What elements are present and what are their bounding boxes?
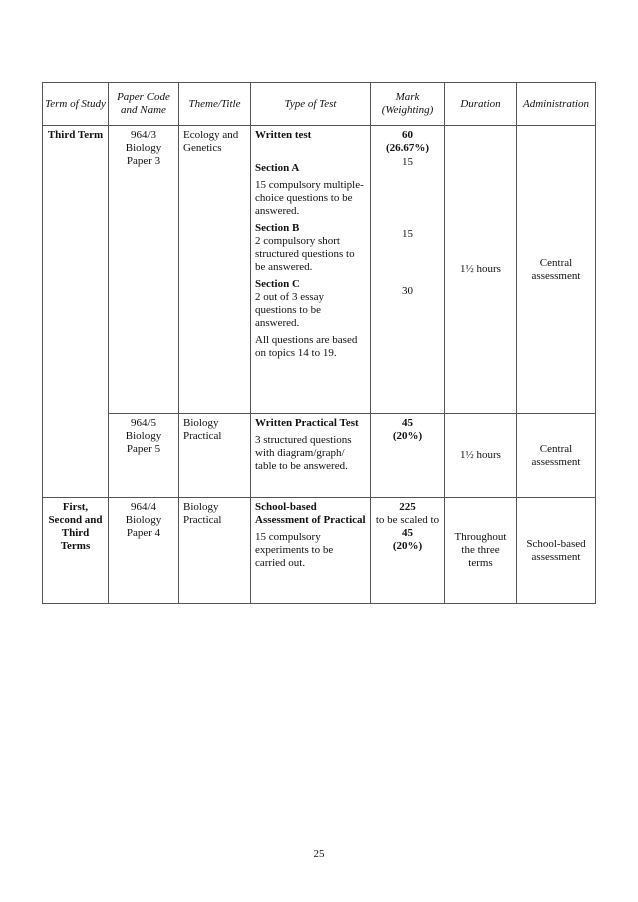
section-c-text: 2 out of 3 essay questions to be answered. bbox=[255, 291, 325, 329]
paper-cell-paper3 bbox=[109, 126, 179, 414]
paper-name: Paper 3 bbox=[126, 155, 161, 167]
assessment-table bbox=[42, 82, 596, 604]
paper-cell-paper5 bbox=[109, 414, 179, 498]
term-third: Third Term bbox=[47, 129, 104, 141]
administration-value: Central assessment bbox=[531, 442, 581, 468]
type-title: School-based Assessment of Practical bbox=[255, 501, 366, 526]
topics-note: All questions are based on topics 14 to 19. bbox=[255, 334, 358, 359]
type-cell-paper4 bbox=[251, 498, 371, 604]
administration-cell-paper5 bbox=[517, 414, 596, 498]
mark-total: 225 bbox=[399, 501, 416, 513]
theme-cell-paper3 bbox=[179, 126, 251, 414]
mark-total: 45 bbox=[402, 417, 413, 429]
duration-cell-paper3 bbox=[445, 126, 517, 414]
header-duration: Duration bbox=[445, 83, 517, 126]
mark-section-c: 30 bbox=[402, 285, 413, 297]
type-text: 3 structured questions with diagram/graph/ table to be answered. bbox=[255, 434, 352, 472]
mark-scaled-value: 45 bbox=[402, 527, 413, 539]
mark-cell-paper4 bbox=[371, 498, 445, 604]
mark-weighting: (26.67%) bbox=[385, 142, 430, 154]
duration-value: 1½ hours bbox=[460, 449, 501, 461]
term-cell-all bbox=[43, 498, 109, 604]
header-mark: Mark (Weighting) bbox=[371, 83, 445, 126]
header-administration: Administration bbox=[517, 83, 596, 126]
theme-title: Biology Practical bbox=[183, 417, 222, 442]
table-row-paper4 bbox=[43, 498, 596, 604]
type-text: 15 compulsory experiments to be carried out. bbox=[255, 531, 334, 569]
paper-name: Paper 4 bbox=[126, 527, 161, 539]
table-row-paper3 bbox=[43, 126, 596, 414]
section-a-text: 15 compulsory multiple-choice questions to be answered. bbox=[255, 179, 364, 217]
duration-cell-paper5 bbox=[445, 414, 517, 498]
administration-cell-paper4 bbox=[517, 498, 596, 604]
mark-section-a: 15 bbox=[402, 156, 413, 168]
paper-code: 964/4 bbox=[130, 501, 157, 513]
type-cell-paper3 bbox=[251, 126, 371, 414]
table-row-paper5 bbox=[43, 414, 596, 498]
theme-title: Ecology and Genetics bbox=[183, 129, 239, 154]
duration-value: Throughout the three terms bbox=[454, 531, 507, 569]
section-a-title: Section A bbox=[255, 162, 300, 174]
mark-weighting: (20%) bbox=[392, 540, 423, 552]
mark-weighting: (20%) bbox=[392, 430, 423, 442]
theme-title: Biology Practical bbox=[183, 501, 222, 526]
term-cell-third bbox=[43, 126, 109, 498]
type-title: Written Practical Test bbox=[255, 417, 359, 429]
mark-cell-paper5 bbox=[371, 414, 445, 498]
mark-section-b: 15 bbox=[402, 228, 413, 240]
theme-cell-paper4 bbox=[179, 498, 251, 604]
paper-code: 964/5 bbox=[130, 417, 157, 429]
section-b-title: Section B bbox=[255, 222, 300, 234]
header-theme: Theme/Title bbox=[179, 83, 251, 126]
paper-subject: Biology bbox=[125, 430, 162, 442]
administration-value: Central assessment bbox=[531, 256, 581, 282]
header-type: Type of Test bbox=[251, 83, 371, 126]
duration-value: 1½ hours bbox=[460, 263, 501, 275]
paper-subject: Biology bbox=[125, 514, 162, 526]
type-title: Written test bbox=[255, 129, 312, 141]
paper-cell-paper4 bbox=[109, 498, 179, 604]
section-b-text: 2 compulsory short structured questions to be answered. bbox=[255, 235, 355, 273]
duration-cell-paper4 bbox=[445, 498, 517, 604]
theme-cell-paper5 bbox=[179, 414, 251, 498]
paper-subject: Biology bbox=[125, 142, 162, 154]
administration-value: School-based assessment bbox=[526, 537, 586, 563]
mark-cell-paper3 bbox=[371, 126, 445, 414]
header-row bbox=[43, 83, 596, 126]
administration-cell-paper3 bbox=[517, 126, 596, 414]
mark-scaled: to be scaled to bbox=[375, 514, 440, 526]
type-cell-paper5 bbox=[251, 414, 371, 498]
mark-total: 60 bbox=[402, 129, 413, 141]
header-paper: Paper Code and Name bbox=[109, 83, 179, 126]
term-all: First, Second and Third Terms bbox=[48, 501, 103, 552]
section-c-title: Section C bbox=[255, 278, 300, 290]
paper-code: 964/3 bbox=[130, 129, 157, 141]
page-number: 25 bbox=[313, 848, 325, 860]
header-term: Term of Study bbox=[43, 83, 109, 126]
paper-name: Paper 5 bbox=[126, 443, 161, 455]
